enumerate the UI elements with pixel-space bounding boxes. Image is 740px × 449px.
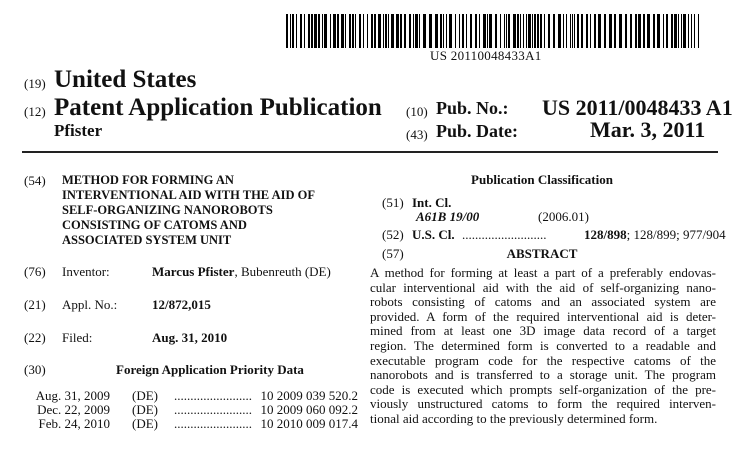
title-line: SELF-ORGANIZING NANOROBOTS <box>62 203 273 217</box>
country: United States <box>54 66 197 93</box>
invention-title <box>62 173 362 248</box>
inventor-city: , Bubenreuth (DE) <box>234 264 331 279</box>
us-cl-rest: ; 128/899; 977/904 <box>626 227 726 242</box>
us-cl-label: U.S. Cl. <box>412 227 455 242</box>
pub-date-label: Pub. Date: <box>436 121 518 141</box>
priority-number: 10 2009 060 092.2 <box>260 402 358 417</box>
priority-row <box>28 403 358 417</box>
header-rule <box>22 151 718 153</box>
title-line: METHOD FOR FORMING AN <box>62 173 234 187</box>
barcode-image <box>286 14 702 48</box>
priority-dots: ........................ <box>174 416 252 431</box>
code-12: (12) <box>24 104 46 119</box>
int-cl-label: Int. Cl. <box>412 195 452 210</box>
us-cl-values <box>584 227 726 242</box>
publication-classification-title: Publication Classification <box>471 172 613 187</box>
abstract-line: viously unstructured catoms to form the required interven- <box>370 396 716 412</box>
inventor-name: Marcus Pfister <box>152 264 235 279</box>
abstract-line: tional aid according to the previously determined form. <box>370 410 658 426</box>
appl-no-label: Appl. No.: <box>62 297 118 312</box>
code-22: (22) <box>24 330 46 345</box>
code-43: (43) <box>406 127 428 142</box>
abstract-text <box>370 266 716 427</box>
priority-row <box>28 417 358 431</box>
appl-no: 12/872,015 <box>152 297 211 312</box>
abstract-line: A method for forming at least a part of a preferably endovas- <box>370 265 716 280</box>
priority-number: 10 2010 009 017.4 <box>260 416 358 431</box>
filed-date: Aug. 31, 2010 <box>152 330 228 345</box>
priority-dots: ........................ <box>174 402 252 417</box>
title-line: CONSISTING OF CATOMS AND <box>62 218 247 232</box>
pub-no: US 2011/0048433 A1 <box>542 95 733 120</box>
priority-country: (DE) <box>132 402 158 417</box>
code-30: (30) <box>24 362 46 377</box>
abstract-title: ABSTRACT <box>506 246 578 261</box>
us-cl-main: 128/898 <box>584 227 627 242</box>
abstract-line: region. The determined form is converted to a readable and <box>370 337 716 353</box>
code-10: (10) <box>406 104 428 119</box>
abstract-line: nanorobots and is transferred to a storage unit. The program <box>370 367 716 383</box>
abstract-line: code is executed which prompts self-organization of the pre- <box>370 381 716 397</box>
code-57: (57) <box>382 246 404 261</box>
publication-type: Patent Application Publication <box>54 94 382 121</box>
code-51: (51) <box>382 195 404 210</box>
title-line: INTERVENTIONAL AID WITH THE AID OF <box>62 188 315 202</box>
abstract-line: mined from at least one 3D image data record of a target <box>370 323 716 339</box>
barcode-number: US 20110048433A1 <box>430 48 542 63</box>
priority-list <box>28 389 358 431</box>
inventor-label: Inventor: <box>62 264 110 279</box>
foreign-priority-title: Foreign Application Priority Data <box>116 362 304 377</box>
priority-country: (DE) <box>132 388 158 403</box>
us-cl-dots: .......................... <box>462 227 547 242</box>
code-19: (19) <box>24 76 46 91</box>
code-76: (76) <box>24 264 46 279</box>
priority-dots: ........................ <box>174 388 252 403</box>
pub-no-label: Pub. No.: <box>436 98 509 118</box>
priority-date: Feb. 24, 2010 <box>38 416 110 431</box>
code-21: (21) <box>24 297 46 312</box>
priority-date: Dec. 22, 2009 <box>37 402 110 417</box>
abstract-line: provided. A form of the required interventional aid is deter- <box>370 308 716 324</box>
inventor-entry <box>152 264 331 279</box>
abstract-line: robots consisting of catoms and an associated system are <box>370 294 716 310</box>
priority-country: (DE) <box>132 416 158 431</box>
pub-date: Mar. 3, 2011 <box>590 117 706 142</box>
inventor-surname: Pfister <box>54 121 103 140</box>
title-line: ASSOCIATED SYSTEM UNIT <box>62 233 232 247</box>
code-52: (52) <box>382 227 404 242</box>
priority-row <box>28 389 358 403</box>
code-54: (54) <box>24 173 46 188</box>
abstract-line: executable program code for the respective catoms of the <box>370 352 716 368</box>
filed-label: Filed: <box>62 330 93 345</box>
int-cl-year: (2006.01) <box>538 209 589 224</box>
priority-date: Aug. 31, 2009 <box>35 388 110 403</box>
priority-number: 10 2009 039 520.2 <box>260 388 358 403</box>
int-cl-code: A61B 19/00 <box>416 209 480 224</box>
abstract-line: cular interventional aid with the aid of self-organizing nano- <box>370 279 716 295</box>
